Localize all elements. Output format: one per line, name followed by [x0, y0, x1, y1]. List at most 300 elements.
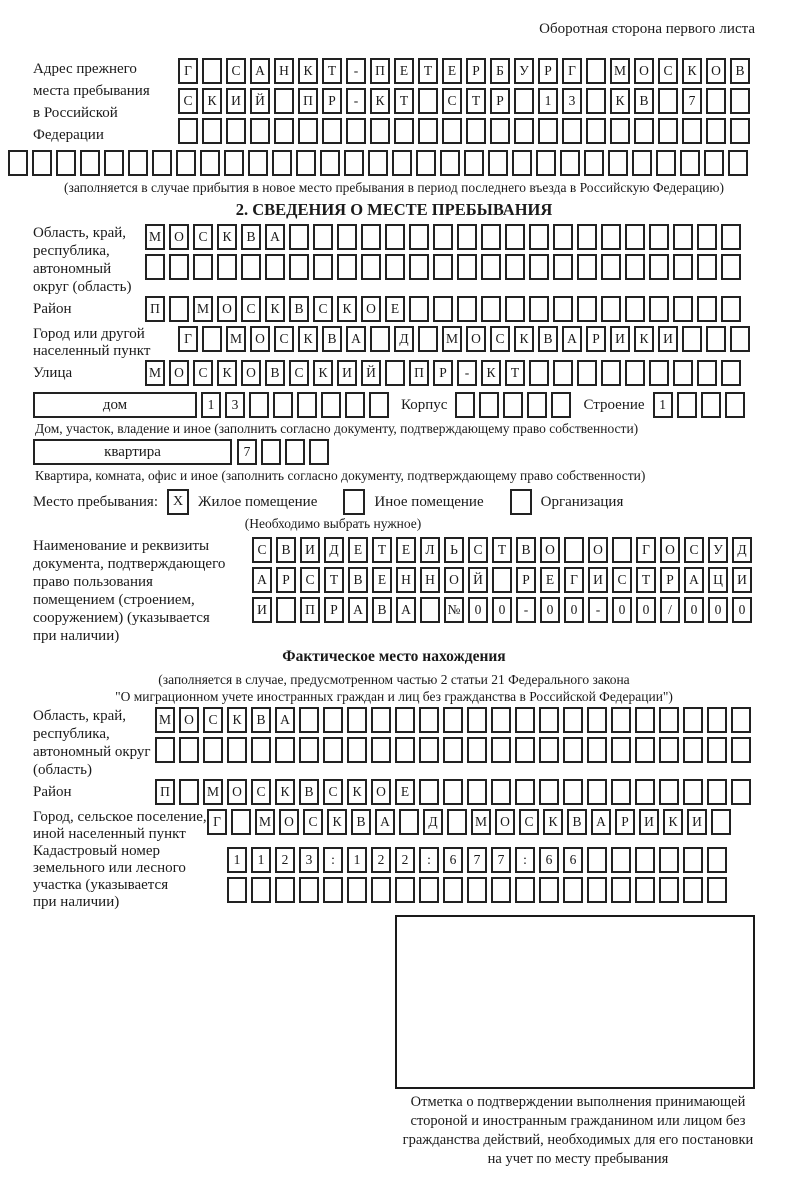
char-cell[interactable] — [721, 360, 741, 386]
char-cell[interactable] — [577, 224, 597, 250]
char-cell[interactable] — [625, 254, 645, 280]
char-cell[interactable]: Г — [564, 567, 584, 593]
char-cell[interactable] — [706, 88, 726, 114]
char-cell[interactable] — [443, 707, 463, 733]
char-cell[interactable] — [529, 360, 549, 386]
char-cell[interactable]: А — [591, 809, 611, 835]
char-cell[interactable]: В — [634, 88, 654, 114]
char-cell[interactable] — [323, 737, 343, 763]
char-cell[interactable]: Й — [250, 88, 270, 114]
char-cell[interactable] — [673, 360, 693, 386]
char-cell[interactable] — [505, 296, 525, 322]
char-cell[interactable]: Б — [490, 58, 510, 84]
char-cell[interactable] — [553, 296, 573, 322]
char-cell[interactable]: С — [193, 360, 213, 386]
char-cell[interactable] — [682, 118, 702, 144]
char-cell[interactable] — [697, 224, 717, 250]
char-cell[interactable]: Е — [540, 567, 560, 593]
char-cell[interactable] — [515, 737, 535, 763]
char-cell[interactable] — [560, 150, 580, 176]
char-cell[interactable]: И — [226, 88, 246, 114]
char-cell[interactable] — [659, 707, 679, 733]
char-cell[interactable] — [731, 707, 751, 733]
char-cell[interactable] — [419, 737, 439, 763]
char-cell[interactable] — [285, 439, 305, 465]
char-cell[interactable] — [505, 254, 525, 280]
char-cell[interactable]: М — [226, 326, 246, 352]
char-cell[interactable]: П — [155, 779, 175, 805]
char-cell[interactable] — [56, 150, 76, 176]
char-cell[interactable]: В — [348, 567, 368, 593]
char-cell[interactable] — [80, 150, 100, 176]
char-cell[interactable]: - — [516, 597, 536, 623]
char-cell[interactable] — [249, 392, 269, 418]
char-cell[interactable]: Г — [178, 58, 198, 84]
char-cell[interactable] — [730, 326, 750, 352]
char-cell[interactable]: 3 — [299, 847, 319, 873]
char-cell[interactable] — [467, 707, 487, 733]
char-cell[interactable] — [313, 254, 333, 280]
char-cell[interactable] — [683, 847, 703, 873]
char-cell[interactable] — [649, 360, 669, 386]
char-cell[interactable]: А — [562, 326, 582, 352]
char-cell[interactable] — [250, 118, 270, 144]
char-cell[interactable] — [217, 254, 237, 280]
char-cell[interactable] — [251, 877, 271, 903]
char-cell[interactable]: О — [588, 537, 608, 563]
char-cell[interactable] — [514, 118, 534, 144]
char-cell[interactable] — [515, 877, 535, 903]
char-cell[interactable] — [443, 877, 463, 903]
char-cell[interactable]: 3 — [562, 88, 582, 114]
char-cell[interactable]: А — [396, 597, 416, 623]
char-cell[interactable] — [586, 118, 606, 144]
char-cell[interactable]: Т — [636, 567, 656, 593]
char-cell[interactable] — [553, 360, 573, 386]
char-cell[interactable] — [169, 296, 189, 322]
char-cell[interactable]: 6 — [539, 847, 559, 873]
char-cell[interactable] — [586, 88, 606, 114]
char-cell[interactable]: 7 — [682, 88, 702, 114]
char-cell[interactable] — [265, 254, 285, 280]
char-cell[interactable] — [399, 809, 419, 835]
char-cell[interactable]: С — [241, 296, 261, 322]
char-cell[interactable]: 0 — [612, 597, 632, 623]
char-cell[interactable] — [697, 296, 717, 322]
char-cell[interactable] — [527, 392, 547, 418]
char-cell[interactable]: К — [610, 88, 630, 114]
char-cell[interactable] — [649, 224, 669, 250]
stay-type-checkbox-residential[interactable]: X — [167, 489, 189, 515]
char-cell[interactable]: О — [466, 326, 486, 352]
char-cell[interactable] — [706, 326, 726, 352]
char-cell[interactable] — [443, 737, 463, 763]
char-cell[interactable] — [420, 597, 440, 623]
char-cell[interactable]: В — [241, 224, 261, 250]
char-cell[interactable] — [658, 118, 678, 144]
char-cell[interactable]: Г — [636, 537, 656, 563]
char-cell[interactable] — [251, 737, 271, 763]
house-type-box[interactable]: дом — [33, 392, 197, 418]
char-cell[interactable] — [730, 88, 750, 114]
char-cell[interactable]: 0 — [492, 597, 512, 623]
char-cell[interactable] — [419, 707, 439, 733]
char-cell[interactable] — [659, 737, 679, 763]
char-cell[interactable] — [529, 224, 549, 250]
char-cell[interactable]: К — [298, 58, 318, 84]
char-cell[interactable] — [611, 847, 631, 873]
char-cell[interactable] — [361, 224, 381, 250]
char-cell[interactable]: С — [303, 809, 323, 835]
char-cell[interactable]: С — [289, 360, 309, 386]
char-cell[interactable]: 2 — [395, 847, 415, 873]
char-cell[interactable] — [728, 150, 748, 176]
char-cell[interactable]: С — [178, 88, 198, 114]
char-cell[interactable]: К — [313, 360, 333, 386]
char-cell[interactable] — [505, 224, 525, 250]
char-cell[interactable] — [457, 254, 477, 280]
char-cell[interactable]: 2 — [275, 847, 295, 873]
char-cell[interactable] — [193, 254, 213, 280]
char-cell[interactable] — [443, 779, 463, 805]
char-cell[interactable] — [584, 150, 604, 176]
char-cell[interactable] — [231, 809, 251, 835]
char-cell[interactable]: А — [684, 567, 704, 593]
stay-type-checkbox-organization[interactable] — [510, 489, 532, 515]
char-cell[interactable] — [673, 296, 693, 322]
char-cell[interactable] — [409, 254, 429, 280]
char-cell[interactable] — [323, 707, 343, 733]
char-cell[interactable] — [467, 737, 487, 763]
char-cell[interactable] — [707, 737, 727, 763]
char-cell[interactable] — [730, 118, 750, 144]
char-cell[interactable] — [587, 707, 607, 733]
char-cell[interactable] — [467, 779, 487, 805]
char-cell[interactable] — [697, 360, 717, 386]
char-cell[interactable] — [346, 118, 366, 144]
char-cell[interactable]: П — [298, 88, 318, 114]
char-cell[interactable]: К — [634, 326, 654, 352]
char-cell[interactable] — [611, 877, 631, 903]
char-cell[interactable] — [491, 737, 511, 763]
char-cell[interactable] — [457, 296, 477, 322]
char-cell[interactable]: Е — [348, 537, 368, 563]
char-cell[interactable] — [385, 254, 405, 280]
char-cell[interactable] — [447, 809, 467, 835]
char-cell[interactable] — [32, 150, 52, 176]
char-cell[interactable]: И — [252, 597, 272, 623]
char-cell[interactable] — [704, 150, 724, 176]
char-cell[interactable] — [299, 737, 319, 763]
char-cell[interactable] — [395, 877, 415, 903]
char-cell[interactable]: 1 — [201, 392, 221, 418]
char-cell[interactable] — [539, 707, 559, 733]
char-cell[interactable]: И — [300, 537, 320, 563]
char-cell[interactable]: К — [347, 779, 367, 805]
char-cell[interactable] — [512, 150, 532, 176]
char-cell[interactable] — [536, 150, 556, 176]
char-cell[interactable]: 0 — [564, 597, 584, 623]
char-cell[interactable]: Е — [372, 567, 392, 593]
char-cell[interactable]: К — [682, 58, 702, 84]
char-cell[interactable]: С — [442, 88, 462, 114]
char-cell[interactable]: А — [252, 567, 272, 593]
char-cell[interactable]: К — [514, 326, 534, 352]
char-cell[interactable] — [491, 877, 511, 903]
char-cell[interactable]: 0 — [636, 597, 656, 623]
char-cell[interactable] — [731, 737, 751, 763]
char-cell[interactable]: И — [337, 360, 357, 386]
char-cell[interactable] — [490, 118, 510, 144]
apartment-type-box[interactable]: квартира — [33, 439, 232, 465]
char-cell[interactable]: А — [348, 597, 368, 623]
char-cell[interactable] — [395, 737, 415, 763]
char-cell[interactable] — [202, 58, 222, 84]
char-cell[interactable] — [416, 150, 436, 176]
char-cell[interactable]: В — [322, 326, 342, 352]
char-cell[interactable] — [649, 296, 669, 322]
char-cell[interactable] — [683, 737, 703, 763]
char-cell[interactable]: Й — [468, 567, 488, 593]
char-cell[interactable] — [203, 737, 223, 763]
char-cell[interactable] — [345, 392, 365, 418]
char-cell[interactable]: К — [227, 707, 247, 733]
char-cell[interactable]: Н — [396, 567, 416, 593]
char-cell[interactable] — [466, 118, 486, 144]
char-cell[interactable] — [625, 296, 645, 322]
char-cell[interactable] — [611, 737, 631, 763]
char-cell[interactable]: В — [538, 326, 558, 352]
char-cell[interactable]: С — [658, 58, 678, 84]
char-cell[interactable]: В — [567, 809, 587, 835]
char-cell[interactable]: В — [265, 360, 285, 386]
char-cell[interactable] — [433, 224, 453, 250]
char-cell[interactable] — [481, 296, 501, 322]
char-cell[interactable]: О — [250, 326, 270, 352]
char-cell[interactable]: С — [612, 567, 632, 593]
char-cell[interactable]: И — [588, 567, 608, 593]
char-cell[interactable] — [539, 737, 559, 763]
char-cell[interactable] — [625, 224, 645, 250]
char-cell[interactable]: Н — [420, 567, 440, 593]
char-cell[interactable] — [128, 150, 148, 176]
char-cell[interactable] — [337, 224, 357, 250]
char-cell[interactable] — [587, 847, 607, 873]
char-cell[interactable] — [488, 150, 508, 176]
char-cell[interactable]: Н — [274, 58, 294, 84]
char-cell[interactable]: О — [540, 537, 560, 563]
char-cell[interactable]: Р — [516, 567, 536, 593]
char-cell[interactable] — [673, 254, 693, 280]
char-cell[interactable] — [296, 150, 316, 176]
char-cell[interactable]: И — [639, 809, 659, 835]
char-cell[interactable] — [649, 254, 669, 280]
char-cell[interactable]: И — [610, 326, 630, 352]
char-cell[interactable] — [564, 537, 584, 563]
char-cell[interactable] — [731, 779, 751, 805]
char-cell[interactable] — [562, 118, 582, 144]
char-cell[interactable] — [539, 779, 559, 805]
char-cell[interactable]: А — [265, 224, 285, 250]
char-cell[interactable]: С — [323, 779, 343, 805]
char-cell[interactable]: 0 — [732, 597, 752, 623]
char-cell[interactable] — [289, 254, 309, 280]
char-cell[interactable] — [419, 877, 439, 903]
char-cell[interactable] — [370, 118, 390, 144]
char-cell[interactable] — [409, 296, 429, 322]
char-cell[interactable] — [261, 439, 281, 465]
char-cell[interactable]: О — [371, 779, 391, 805]
char-cell[interactable] — [8, 150, 28, 176]
char-cell[interactable] — [169, 254, 189, 280]
char-cell[interactable]: 3 — [225, 392, 245, 418]
char-cell[interactable]: В — [351, 809, 371, 835]
char-cell[interactable]: О — [241, 360, 261, 386]
char-cell[interactable]: С — [300, 567, 320, 593]
char-cell[interactable] — [275, 877, 295, 903]
char-cell[interactable]: С — [226, 58, 246, 84]
char-cell[interactable]: Г — [207, 809, 227, 835]
char-cell[interactable]: К — [543, 809, 563, 835]
char-cell[interactable] — [200, 150, 220, 176]
char-cell[interactable] — [659, 847, 679, 873]
char-cell[interactable] — [707, 779, 727, 805]
char-cell[interactable] — [539, 877, 559, 903]
char-cell[interactable]: С — [684, 537, 704, 563]
char-cell[interactable]: О — [169, 224, 189, 250]
char-cell[interactable]: Р — [433, 360, 453, 386]
char-cell[interactable] — [347, 877, 367, 903]
char-cell[interactable]: М — [155, 707, 175, 733]
stay-type-checkbox-other-premises[interactable] — [343, 489, 365, 515]
char-cell[interactable] — [587, 779, 607, 805]
char-cell[interactable]: С — [252, 537, 272, 563]
char-cell[interactable] — [632, 150, 652, 176]
char-cell[interactable] — [152, 150, 172, 176]
char-cell[interactable] — [635, 779, 655, 805]
char-cell[interactable] — [457, 224, 477, 250]
char-cell[interactable] — [202, 326, 222, 352]
char-cell[interactable] — [274, 118, 294, 144]
char-cell[interactable]: С — [203, 707, 223, 733]
char-cell[interactable] — [635, 737, 655, 763]
char-cell[interactable]: Й — [361, 360, 381, 386]
char-cell[interactable] — [701, 392, 721, 418]
char-cell[interactable]: О — [361, 296, 381, 322]
char-cell[interactable] — [371, 877, 391, 903]
char-cell[interactable]: 1 — [347, 847, 367, 873]
char-cell[interactable] — [601, 360, 621, 386]
char-cell[interactable] — [656, 150, 676, 176]
char-cell[interactable] — [577, 360, 597, 386]
char-cell[interactable]: А — [375, 809, 395, 835]
char-cell[interactable] — [481, 224, 501, 250]
char-cell[interactable] — [320, 150, 340, 176]
char-cell[interactable]: О — [179, 707, 199, 733]
char-cell[interactable]: К — [327, 809, 347, 835]
char-cell[interactable] — [274, 88, 294, 114]
char-cell[interactable]: 0 — [708, 597, 728, 623]
char-cell[interactable] — [433, 254, 453, 280]
char-cell[interactable] — [721, 296, 741, 322]
char-cell[interactable]: М — [610, 58, 630, 84]
char-cell[interactable] — [635, 847, 655, 873]
char-cell[interactable] — [455, 392, 475, 418]
char-cell[interactable]: 6 — [563, 847, 583, 873]
char-cell[interactable] — [491, 707, 511, 733]
char-cell[interactable]: О — [169, 360, 189, 386]
char-cell[interactable]: П — [409, 360, 429, 386]
char-cell[interactable] — [369, 392, 389, 418]
char-cell[interactable]: : — [419, 847, 439, 873]
char-cell[interactable] — [226, 118, 246, 144]
char-cell[interactable]: Г — [562, 58, 582, 84]
char-cell[interactable] — [563, 737, 583, 763]
char-cell[interactable] — [634, 118, 654, 144]
char-cell[interactable] — [611, 707, 631, 733]
char-cell[interactable]: В — [516, 537, 536, 563]
char-cell[interactable] — [347, 707, 367, 733]
char-cell[interactable] — [368, 150, 388, 176]
char-cell[interactable] — [707, 847, 727, 873]
char-cell[interactable] — [323, 877, 343, 903]
char-cell[interactable] — [635, 707, 655, 733]
char-cell[interactable] — [563, 779, 583, 805]
char-cell[interactable]: О — [444, 567, 464, 593]
char-cell[interactable]: В — [299, 779, 319, 805]
char-cell[interactable]: С — [490, 326, 510, 352]
char-cell[interactable]: Т — [418, 58, 438, 84]
char-cell[interactable] — [371, 737, 391, 763]
char-cell[interactable]: К — [265, 296, 285, 322]
char-cell[interactable] — [179, 737, 199, 763]
char-cell[interactable] — [707, 877, 727, 903]
char-cell[interactable]: Е — [394, 58, 414, 84]
char-cell[interactable]: Т — [466, 88, 486, 114]
char-cell[interactable] — [601, 296, 621, 322]
char-cell[interactable] — [467, 877, 487, 903]
char-cell[interactable] — [563, 707, 583, 733]
char-cell[interactable]: Т — [322, 58, 342, 84]
char-cell[interactable]: У — [708, 537, 728, 563]
char-cell[interactable]: С — [468, 537, 488, 563]
char-cell[interactable]: - — [346, 58, 366, 84]
char-cell[interactable] — [227, 737, 247, 763]
char-cell[interactable]: 2 — [371, 847, 391, 873]
char-cell[interactable] — [658, 88, 678, 114]
char-cell[interactable] — [309, 439, 329, 465]
char-cell[interactable]: 1 — [251, 847, 271, 873]
char-cell[interactable] — [440, 150, 460, 176]
char-cell[interactable] — [298, 118, 318, 144]
char-cell[interactable]: М — [203, 779, 223, 805]
char-cell[interactable]: - — [346, 88, 366, 114]
char-cell[interactable] — [608, 150, 628, 176]
char-cell[interactable] — [418, 118, 438, 144]
char-cell[interactable] — [491, 779, 511, 805]
char-cell[interactable] — [611, 779, 631, 805]
char-cell[interactable] — [276, 597, 296, 623]
char-cell[interactable] — [492, 567, 512, 593]
char-cell[interactable]: Е — [395, 779, 415, 805]
char-cell[interactable] — [577, 254, 597, 280]
char-cell[interactable] — [442, 118, 462, 144]
char-cell[interactable]: С — [274, 326, 294, 352]
char-cell[interactable]: - — [588, 597, 608, 623]
char-cell[interactable]: М — [145, 360, 165, 386]
char-cell[interactable]: О — [217, 296, 237, 322]
char-cell[interactable]: Г — [178, 326, 198, 352]
